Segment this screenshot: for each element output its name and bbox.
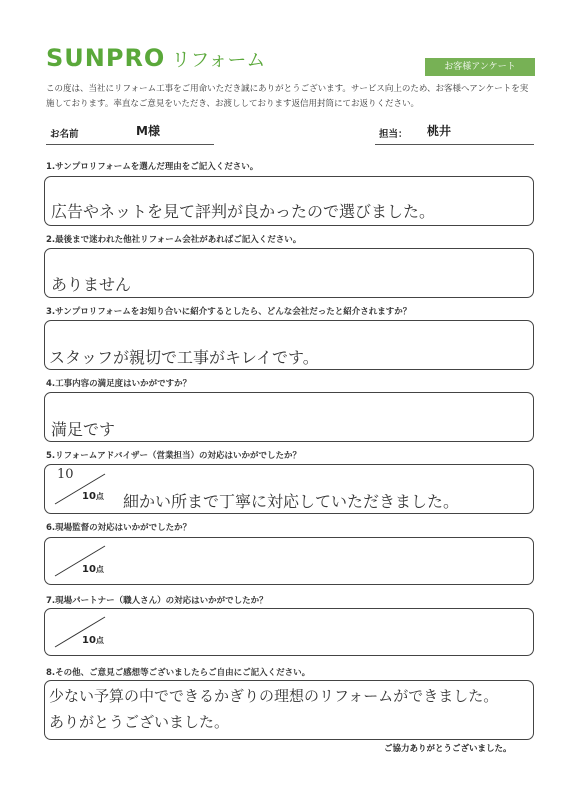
staff-label: 担当： (379, 129, 408, 140)
answer-1-text: 広告やネットを見て評判が良かったので選びました。 (51, 202, 436, 221)
answer-box-1 (44, 176, 534, 226)
name-label: お名前 (50, 129, 79, 140)
question-7-title: 7.現場パートナー（職人さん）の対応はいかがでしたか？ (46, 596, 268, 606)
customer-name-field (46, 124, 214, 145)
logo-sub: リフォーム (171, 49, 266, 71)
score-max-7: 10点 (82, 635, 104, 646)
question-8-title: 8.その他、ご意見ご感想等ございましたらご自由にご記入ください。 (46, 668, 311, 678)
answer-box-3 (44, 320, 534, 370)
question-3-title: 3.サンプロリフォームをお知り合いに紹介するとしたら、どんな会社だったと紹介されますか？ (46, 307, 412, 317)
staff-value: 桃井 (427, 124, 452, 138)
question-1-title: 1.サンプロリフォームを選んだ理由をご記入ください。 (46, 162, 259, 172)
footer-thanks: ご協力ありがとうございました。 (384, 744, 512, 754)
name-value: M様 (136, 124, 160, 138)
score-max-5: 10点 (82, 491, 104, 502)
answer-box-5 (44, 464, 534, 514)
score-given-5: 10 (57, 467, 74, 482)
staff-field (375, 124, 534, 145)
survey-badge: お客様アンケート (425, 58, 535, 76)
answer-3-text: スタッフが親切で工事がキレイです。 (49, 348, 319, 367)
answer-box-7 (44, 608, 534, 656)
answer-8-line-1: 少ない予算の中でできるかぎりの理想のリフォームができました。 (49, 687, 499, 705)
answer-8-line-2: ありがとうございました。 (49, 713, 230, 731)
question-5-title: 5.リフォームアドバイザー（営業担当）の対応はいかがでしたか？ (46, 451, 302, 461)
logo-brand: SUNPRO (46, 44, 166, 72)
answer-box-8 (44, 680, 534, 740)
score-max-6: 10点 (82, 564, 104, 575)
question-6-title: 6.現場監督の対応はいかがでしたか？ (46, 523, 192, 533)
answer-box-6 (44, 537, 534, 585)
question-2-title: 2.最後まで迷われた他社リフォーム会社があればご記入ください。 (46, 235, 302, 245)
answer-5-text: 細かい所まで丁寧に対応していただきました。 (123, 492, 460, 511)
intro-text: この度は、当社にリフォーム工事をご用命いただき誠にありがとうございます。サービス向上のため、お客様へアンケートを実施しております。率直なご意見をいただき、お渡ししております返信用封筒にてお返りください。 (46, 84, 529, 109)
answer-2-text: ありません (51, 275, 132, 294)
question-4-title: 4.工事内容の満足度はいかがですか？ (46, 379, 192, 389)
answer-4-text: 満足です (51, 420, 116, 439)
answer-box-2 (44, 248, 534, 298)
sunpro-logo (46, 44, 265, 72)
answer-box-4 (44, 392, 534, 442)
